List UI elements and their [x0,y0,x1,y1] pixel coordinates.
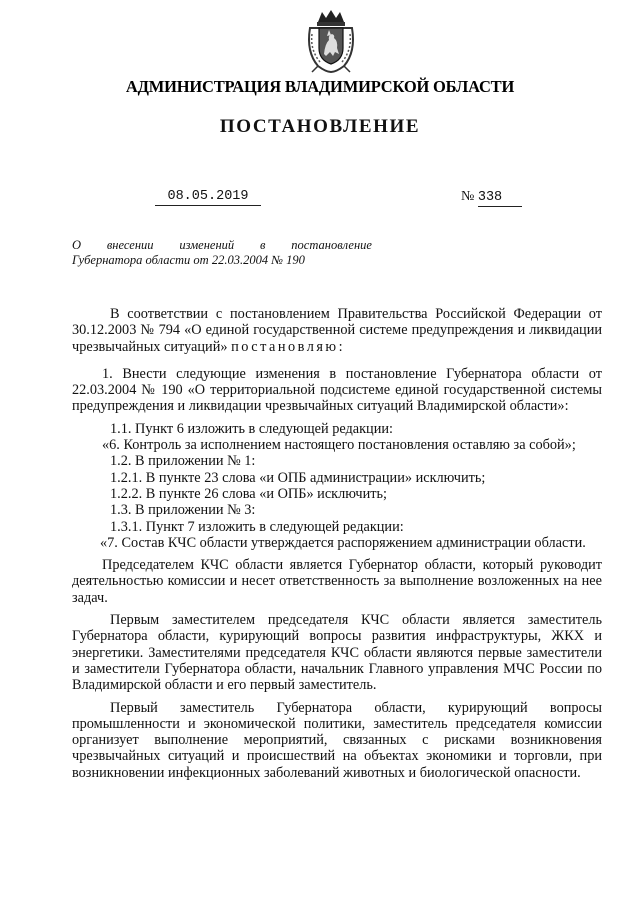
first-deputy-governor-paragraph: Первый заместитель Губернатора области, курирующий вопросы промышленности и экономической политики, заместитель председателя комиссии организует выполнение мероприятий, связанных с рисками возникновения чрезвычайных ситуаций и происшествий на объектах экономики и торговли, при возникновении инфекционных заболеваний животных и биологической опасности. [72,699,602,781]
number-label: № [461,189,475,204]
chairman-paragraph: Председателем КЧС области является Губернатор области, который руководит деятельностью комиссии и несет ответственность за выполнение возложенных на нее задач. [72,557,602,606]
item-1: 1. Внести следующие изменения в постановление Губернатора области от 22.03.2004 № 190 «О территориальной подсистеме единой государственной системы предупреждения и ликвидации чрезвычайных ситуаций Владимирской области»: [72,365,602,415]
document-number [461,189,522,207]
document-body [72,306,602,781]
subject-word: в [260,238,266,252]
number-value: 338 [478,190,522,207]
preamble-text: В соответствии с постановлением Правительства Российской Федерации от 30.12.2003 № 794 «О единой государственной системе предупреждения и ликвидации чрезвычайных ситуаций» [72,306,602,355]
item-7-paragraph: «7. Состав КЧС области утверждается распоряжением администрации области. [100,534,586,551]
document-subject [72,238,372,268]
subject-word: О [72,238,82,252]
subject-word: изменений [179,238,235,252]
item-1-3-1: 1.3.1. Пункт 7 изложить в следующей редакции: [110,518,404,535]
preamble-paragraph [72,306,602,355]
item-1-1-text: «6. Контроль за исполнением настоящего постановления оставляю за собой»; [102,437,576,454]
organization-name: АДМИНИСТРАЦИЯ ВЛАДИМИРСКОЙ ОБЛАСТИ [125,77,515,96]
first-deputy-paragraph: Первым заместителем председателя КЧС области является заместитель Губернатора области, курирующий вопросы развития инфраструктуры, ЖКХ и энергетики. Заместителями председателя КЧС области являются первые заместители и заместители Губернатора области, начальник Главного управления МЧС России по Владимирской области и его первый заместитель. [72,612,602,694]
document-type-title: ПОСТАНОВЛЕНИЕ [219,116,421,137]
subject-line-1 [72,238,372,253]
subject-word: внесении [106,238,154,252]
subject-line-2: Губернатора области от 22.03.2004 № 190 [72,253,305,267]
preamble-decree: постановляю: [231,338,346,355]
item-1-2-2: 1.2.2. В пункте 26 слова «и ОПБ» исключить; [110,485,387,502]
item-1-2: 1.2. В приложении № 1: [110,453,256,470]
item-1-3: 1.3. В приложении № 3: [110,502,256,519]
document-date: 08.05.2019 [155,189,261,206]
item-1-1: 1.1. Пункт 6 изложить в следующей редакции: [110,420,393,437]
subject-word: постановление [291,238,372,252]
vladimir-coat-of-arms-icon [304,8,358,74]
item-1-2-1: 1.2.1. В пункте 23 слова «и ОПБ администрации» исключить; [110,469,486,486]
